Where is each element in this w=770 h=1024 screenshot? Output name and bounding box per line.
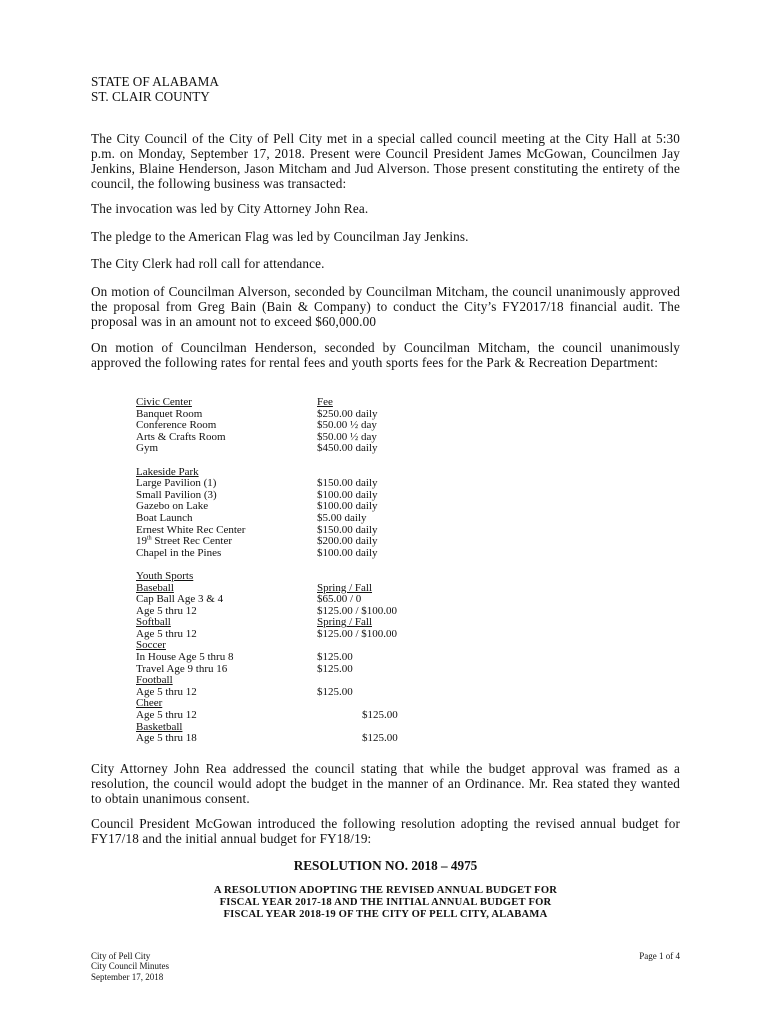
fee-item: Age 5 thru 12 [136, 685, 197, 698]
fee-item: Arts & Crafts Room [136, 430, 226, 443]
fee-item: Chapel in the Pines [136, 546, 222, 559]
resolution-subtitle-line: A RESOLUTION ADOPTING THE REVISED ANNUAL BUDGET FOR [213, 885, 558, 896]
fee-value: $200.00 daily [317, 535, 378, 548]
fee-item: Travel Age 9 thru 16 [136, 662, 228, 675]
fee-item [136, 536, 245, 548]
fee-value: $50.00 ½ day [317, 430, 377, 443]
footer-line: City of Pell City [91, 951, 151, 961]
fee-value: $125.00 [317, 651, 353, 664]
footer-line: September 17, 2018 [91, 971, 164, 982]
fee-value: $100.00 daily [317, 488, 378, 501]
county-line: ST. CLAIR COUNTY [91, 89, 210, 104]
fee-value: $125.00 [362, 732, 398, 745]
fees-motion-paragraph: On motion of Councilman Henderson, seconded by Councilman Mitcham, the council unanimously approved the following rates for rental fees and youth sports fees for the Park & Recreation Department: [91, 340, 680, 370]
fee-item: Ernest White Rec Center [136, 523, 246, 536]
cheer-heading: Cheer [136, 697, 163, 710]
fee-item: Age 5 thru 12 [136, 709, 197, 722]
footer-line: City Council Minutes [91, 961, 170, 972]
rollcall-paragraph: The City Clerk had roll call for attendance. [91, 256, 325, 271]
fee-item: Boat Launch [136, 511, 193, 524]
fee-item: Banquet Room [136, 407, 203, 420]
fee-item: Age 5 thru 12 [136, 604, 197, 617]
fee-value: $125.00 [317, 685, 353, 698]
page-number: Page 1 of 4 [639, 951, 680, 961]
civic-center-heading: Civic Center [136, 396, 192, 408]
fee-item: Large Pavilion (1) [136, 477, 217, 490]
pledge-paragraph: The pledge to the American Flag was led by Councilman Jay Jenkins. [91, 229, 469, 244]
fee-item: Cap Ball Age 3 & 4 [136, 593, 224, 606]
fee-item: Age 5 thru 12 [136, 627, 197, 640]
softball-heading: Softball [136, 616, 171, 629]
fee-heading: Fee [317, 396, 333, 408]
document-header [91, 74, 219, 104]
intro-paragraph: The City Council of the City of Pell City met in a special called council meeting at the City Hall at 5:30 p.m. on Monday, September 17, 2018. Present were Council President James McGowan, Councilmen Jay Jenkins, Blaine Henderson, Jason Mitcham and Jud Alverson. Those present constituting the entirety of the council, the following business was transacted: [91, 131, 680, 191]
resolution-subtitle [91, 885, 680, 922]
fee-value: $150.00 daily [317, 477, 378, 490]
fee-value: $150.00 daily [317, 523, 378, 536]
invocation-paragraph: The invocation was led by City Attorney John Rea. [91, 201, 369, 216]
fee-value: $450.00 daily [317, 442, 378, 455]
baseball-heading: Baseball [136, 581, 174, 594]
fee-value: $65.00 / 0 [317, 593, 362, 606]
fee-item-sup: th [147, 535, 152, 542]
resolution-subtitle-line: FISCAL YEAR 2017-18 AND THE INITIAL ANNUAL BUDGET FOR [219, 897, 552, 909]
fee-values-column [317, 397, 398, 745]
fee-item-rest: Street Rec Center [151, 535, 233, 548]
footer-info [91, 951, 169, 982]
fee-value: $50.00 ½ day [317, 419, 377, 432]
fee-item: Gazebo on Lake [136, 500, 209, 513]
fee-value: $125.00 / $100.00 [317, 627, 398, 640]
lakeside-park-heading: Lakeside Park [136, 465, 199, 478]
fee-item-num: 19 [136, 535, 147, 548]
fee-item: Age 5 thru 18 [136, 732, 197, 745]
fee-item: Small Pavilion (3) [136, 488, 217, 501]
basketball-heading: Basketball [136, 720, 183, 733]
soccer-heading: Soccer [136, 639, 166, 652]
audit-motion-paragraph: On motion of Councilman Alverson, seconded by Councilman Mitcham, the council unanimously approved the proposal from Greg Bain (Bain & Company) to conduct the City’s FY2017/18 financial audit. The proposal was in an amount not to exceed $60,000.00 [91, 284, 680, 329]
fee-value: $100.00 daily [317, 500, 378, 513]
fee-value: $125.00 / $100.00 [317, 604, 398, 617]
fee-value: $125.00 [362, 709, 398, 722]
fee-items-column [136, 397, 245, 745]
fee-value: $100.00 daily [317, 546, 378, 559]
baseball-season-heading: Spring / Fall [317, 581, 373, 594]
mcgowan-paragraph: Council President McGowan introduced the following resolution adopting the revised annual budget for FY17/18 and the initial annual budget for FY18/19: [91, 816, 680, 846]
fee-value: $125.00 [317, 662, 353, 675]
fee-value: $5.00 daily [317, 511, 367, 524]
football-heading: Football [136, 674, 173, 687]
fee-item: Conference Room [136, 419, 217, 432]
state-line: STATE OF ALABAMA [91, 74, 219, 89]
youth-sports-heading: Youth Sports [136, 569, 194, 582]
resolution-title: RESOLUTION NO. 2018 – 4975 [293, 858, 478, 873]
resolution-subtitle-line: FISCAL YEAR 2018-19 OF THE CITY OF PELL CITY, ALABAMA [223, 909, 548, 921]
fee-item: In House Age 5 thru 8 [136, 651, 234, 664]
fee-value: $250.00 daily [317, 407, 378, 420]
attorney-paragraph: City Attorney John Rea addressed the council stating that while the budget approval was framed as a resolution, the council would adopt the budget in the manner of an Ordinance. Mr. Rea stated they wanted to obtain unanimous consent. [91, 761, 680, 806]
softball-season-heading: Spring / Fall [317, 616, 373, 629]
fee-item: Gym [136, 442, 158, 455]
